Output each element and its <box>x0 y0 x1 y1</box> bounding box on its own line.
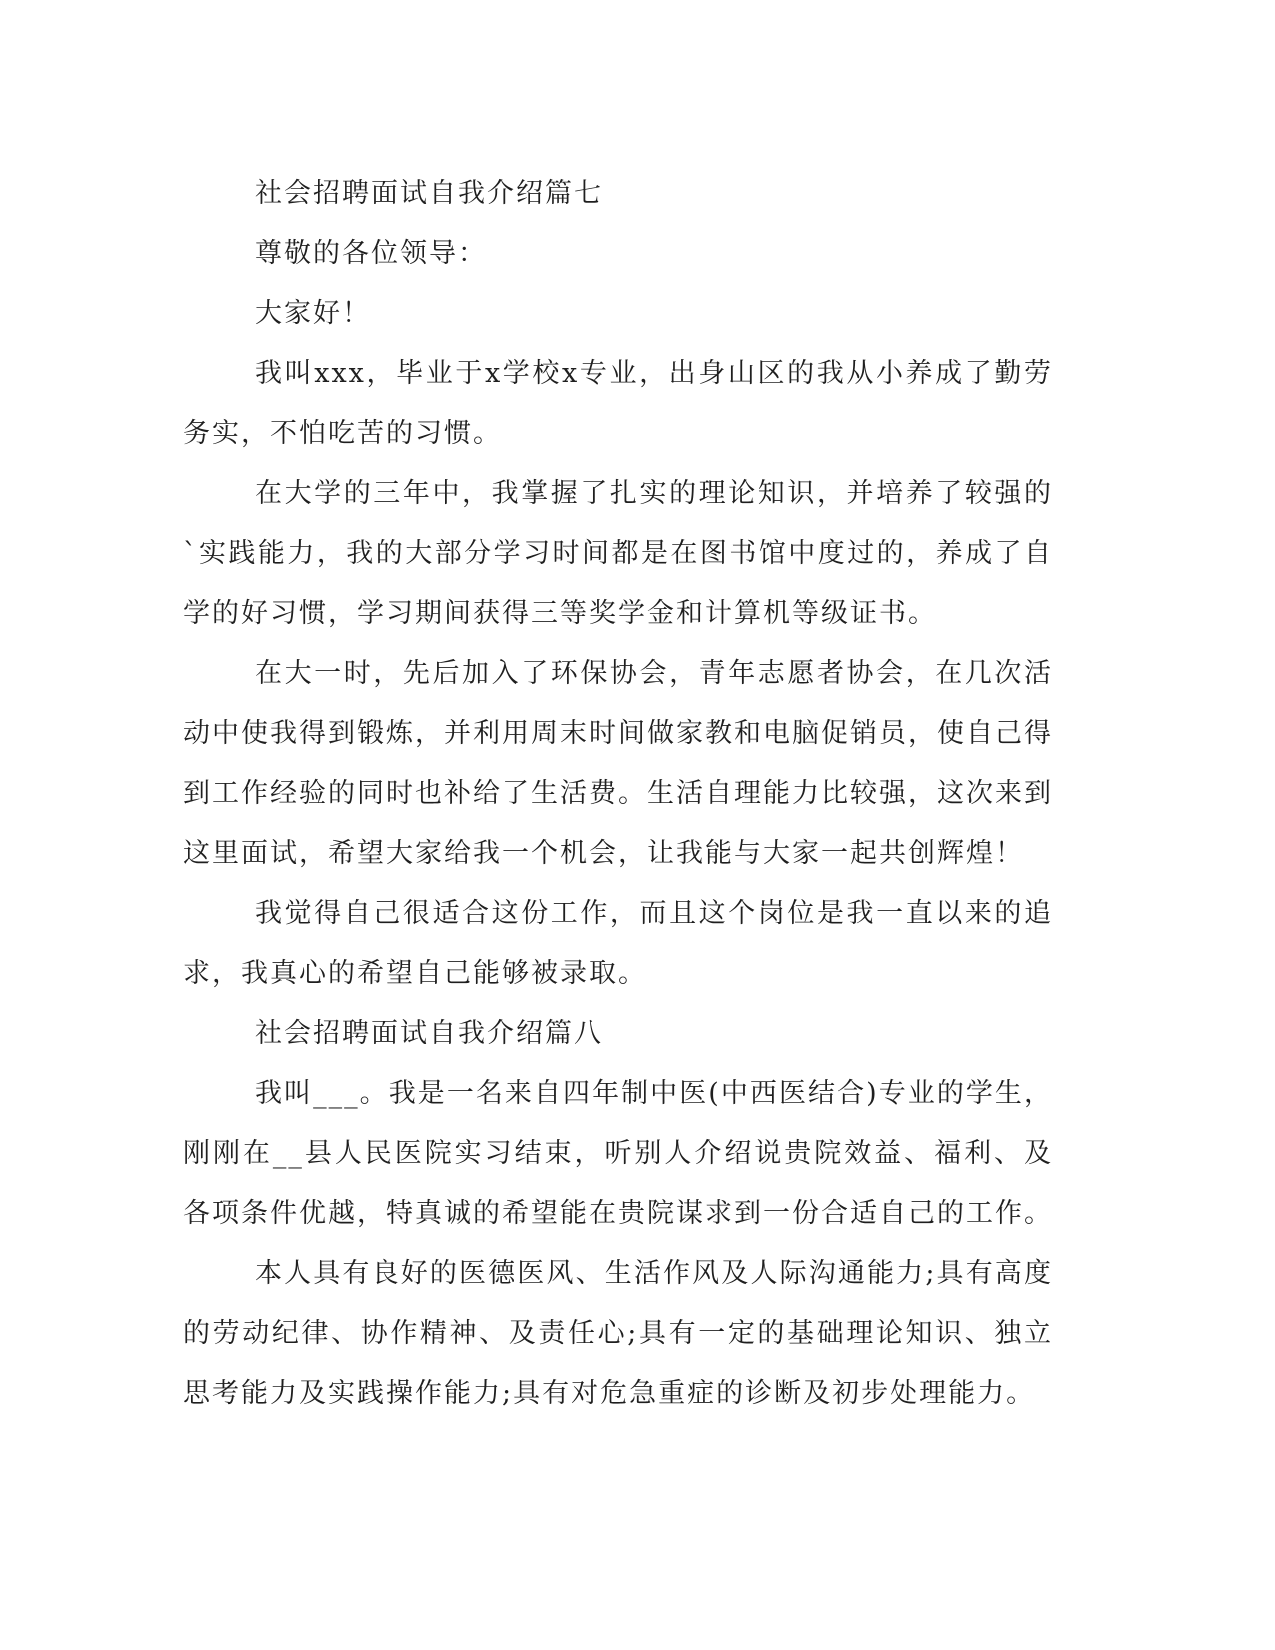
paragraph-university: 在大学的三年中，我掌握了扎实的理论知识，并培养了较强的`实践能力，我的大部分学习时间都是在图书馆中度过的，养成了自学的好习惯，学习期间获得三等奖学金和计算机等级证书。 <box>183 478 1053 629</box>
salutation: 尊敬的各位领导： <box>255 238 487 269</box>
document-body <box>183 164 1053 1424</box>
paragraph-activities: 在大一时，先后加入了环保协会，青年志愿者协会，在几次活动中使我得到锻炼，并利用周末时间做家教和电脑促销员，使自己得到工作经验的同时也补给了生活费。生活自理能力比较强，这次来到这里面试，希望大家给我一个机会，让我能与大家一起共创辉煌！ <box>183 658 1053 869</box>
paragraph-medical-intro: 我叫___。我是一名来自四年制中医(中西医结合)专业的学生，刚刚在__县人民医院实习结束，听别人介绍说贵院效益、福利、及各项条件优越，特真诚的希望能在贵院谋求到一份合适自己的工作。 <box>183 1078 1053 1229</box>
paragraph-qualities: 本人具有良好的医德医风、生活作风及人际沟通能力;具有高度的劳动纪律、协作精神、及责任心;具有一定的基础理论知识、独立思考能力及实践操作能力;具有对危急重症的诊断及初步处理能力。 <box>183 1258 1053 1409</box>
greeting: 大家好！ <box>255 298 371 329</box>
section-heading-7: 社会招聘面试自我介绍篇七 <box>255 178 603 209</box>
paragraph-closing: 我觉得自己很适合这份工作，而且这个岗位是我一直以来的追求，我真心的希望自己能够被录取。 <box>183 898 1053 989</box>
paragraph-intro: 我叫xxx，毕业于x学校x专业，出身山区的我从小养成了勤劳务实，不怕吃苦的习惯。 <box>183 358 1053 449</box>
section-heading-8: 社会招聘面试自我介绍篇八 <box>255 1018 603 1049</box>
